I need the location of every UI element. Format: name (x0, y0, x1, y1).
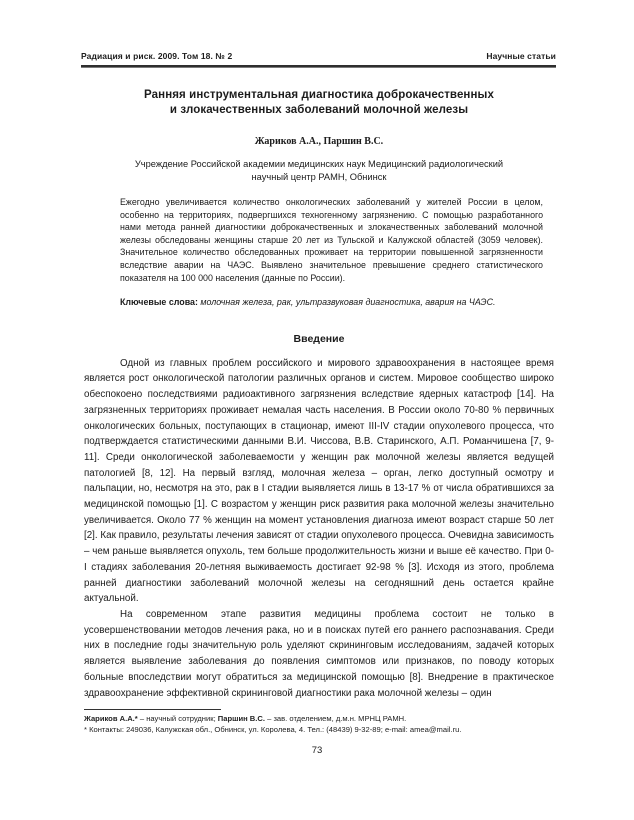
footnote-author1-role: – научный сотрудник; (137, 714, 218, 723)
section-heading-introduction: Введение (293, 332, 345, 345)
section-body (84, 356, 554, 701)
affiliation-line2: научный центр РАМН, Обнинск (251, 171, 387, 182)
article-title-line1: Ранняя инструментальная диагностика доброкачественных (144, 89, 494, 101)
journal-header-left: Радиация и риск. 2009. Том 18. № 2 (81, 51, 233, 61)
article-title-line2: и злокачественных заболеваний молочной железы (169, 104, 469, 116)
abstract-text: Ежегодно увеличивается количество онкологических заболеваний у жителей России в целом, особенно на территориях, подвергшихся техногенному загрязнению. С помощью разработанного нами метода ранней диагностики доброкачественных и злокачественных заболеваний молочной железы обследованы женщины старше 20 лет из Тульской и Калужской областей (3059 человек). Значительное количество обследованных проживает на территории повышенной загрязненности вследствие аварии на ЧАЭС. Выявлено значительное превышение среднего статистического показателя на 100 000 населения (данные по России). (120, 197, 543, 283)
footnote-author2-name: Паршин В.С. (217, 714, 265, 723)
abstract-block (120, 196, 543, 309)
affiliation-line1: Учреждение Российской академии медицинских наук Медицинский радиологический (134, 159, 504, 169)
keywords-text: молочная железа, рак, ультразвуковая диагностика, авария на ЧАЭС. (197, 297, 496, 308)
footnote-author1-name: Жариков А.А.* (84, 714, 138, 723)
page-number: 73 (311, 745, 323, 756)
article-authors: Жариков А.А., Паршин В.С. (254, 136, 384, 147)
body-paragraph-2: На современном этапе развития медицины проблема состоит не только в усовершенствовании методов лечения рака, но и в поисках путей его раннего распознавания. Среди них в последние годы значительную роль уделяют скрининговым исследованиям, задачей которых является выявление заболевания до появления симптомов или признаков, по поводу которых больные впоследствии могут обратиться за медицинской помощью [8]. Внедрение в практическое здравоохранение эффективной скрининговой диагностики рака молочной железы – один (84, 609, 554, 699)
journal-header-right: Научные статьи (486, 51, 556, 61)
footnote-authors (84, 714, 554, 725)
keywords-label: Ключевые слова: (120, 297, 198, 308)
keywords-line (120, 296, 543, 309)
body-paragraph-1: Одной из главных проблем российского и мирового здравоохранения в настоящее время является рост онкологической патологии различных органов и систем. Мировое сообщество широко обеспокоено последствиями радиоактивного загрязнения вследствие ядерных катастроф [14]. На загрязненных территориях проживает немалая часть населения. В России около 70-80 % первичных онкологических больных, поступающих в стационар, имеют III-IV стадии опухолевого процесса, что подтверждается статистическими данными В.И. Чиссова, В.В. Старинского, А.П. Романчишена [7, 9-11]. Среди онкологической заболеваемости у женщин рак молочной железы является ведущей патологией [8, 12]. На первый взгляд, молочная железа – орган, легко доступный осмотру и пальпации, но, несмотря на это, рак в I стадии выявляется лишь в 13-17 % от числа обратившихся за медицинской помощью [1]. С возрастом у женщин риск развития рака молочной железы значительно увеличивается. Около 77 % женщин на момент установления диагноза имеют возраст старше 50 лет [2]. Как правило, результаты лечения зависят от стадии опухолевого процесса. Очевидна зависимость – чем раньше выявляется опухоль, тем больше продолжительность жизни и выше её качество. При 0-I стадиях заболевания 20-летняя выживаемость достигает 92-98 % [3]. Исходя из этого, проблема ранней диагностики заболеваний молочной железы на сегодняшний день остается крайне актуальной. (84, 357, 554, 605)
header-rule (81, 65, 556, 68)
page-content (81, 0, 556, 701)
footnote-author2-role: – зав. отделением, д.м.н. МРНЦ РАМН. (265, 714, 407, 723)
article-title (84, 88, 554, 118)
footnote-rule (84, 709, 221, 710)
journal-header (81, 0, 556, 61)
article-affiliation (84, 158, 554, 183)
footnote-contacts: * Контакты: 249036, Калужская обл., Обнинск, ул. Королева, 4. Тел.: (48439) 9-32-89; e-mail: amea@mail.ru. (84, 724, 462, 734)
footnote (84, 709, 554, 735)
